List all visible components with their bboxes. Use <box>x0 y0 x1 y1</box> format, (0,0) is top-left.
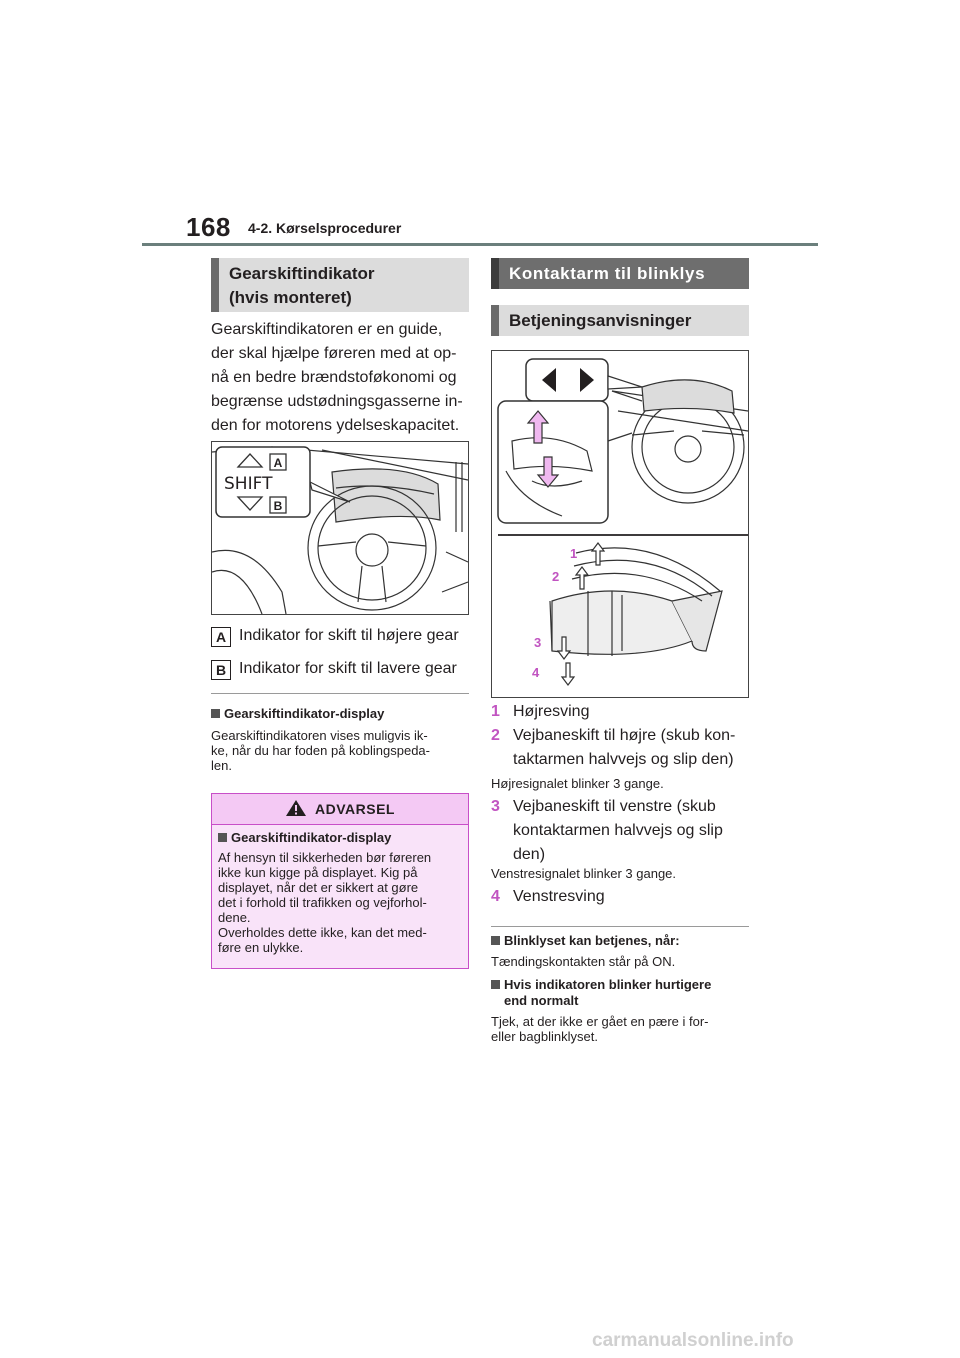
section-title-line2: (hvis monteret) <box>229 288 352 307</box>
display-line: Gearskiftindikatoren vises muligvis ik- <box>211 728 428 743</box>
intro-line: nå en bedre brændstoføkonomi og <box>211 369 457 386</box>
fast-blink-heading-line1: Hvis indikatoren blinker hurtigere <box>504 977 712 992</box>
display-paragraph <box>211 728 473 773</box>
warning-line: ikke kun kigge på displayet. Kig på <box>218 865 418 880</box>
dashboard-illustration <box>212 442 468 614</box>
warning-line: føre en ulykke. <box>218 940 304 955</box>
square-bullet-icon <box>218 833 227 842</box>
page-number: 168 <box>186 212 231 242</box>
warning-title-bar <box>212 794 468 825</box>
item-text: taktarmen halvvejs og slip den) <box>513 751 734 768</box>
figure-label-b: B <box>273 499 283 513</box>
watermark: carmanualsonline.info <box>592 1330 794 1351</box>
shift-text: SHIFT <box>224 474 273 494</box>
note-left-signal: Venstresignalet blinker 3 gange. <box>491 866 677 881</box>
fast-blink-line: eller bagblinklyset. <box>491 1029 598 1044</box>
operation-heading-text: Blinklyset kan betjenes, når: <box>504 933 680 948</box>
turn-signal-illustration <box>492 351 748 697</box>
warning-heading <box>218 830 391 846</box>
warning-line: Overholdes dette ikke, kan det med- <box>218 925 427 940</box>
figure-number-3: 3 <box>534 635 542 650</box>
item-number: 1 <box>491 703 500 720</box>
intro-line: den for motorens ydelseskapacitet. <box>211 417 460 434</box>
section-title-line1: Gearskiftindikator <box>229 264 375 283</box>
note-right-signal: Højresignalet blinker 3 gange. <box>491 776 664 791</box>
display-heading-text: Gearskiftindikator-display <box>224 706 385 721</box>
fast-blink-heading-line2: end normalt <box>504 993 579 1008</box>
turn-signal-figure <box>491 350 749 698</box>
warning-line: dene. <box>218 910 251 925</box>
square-bullet-icon <box>491 936 500 945</box>
item-text: Vejbaneskift til højre (skub kon- <box>513 727 736 744</box>
divider <box>491 926 749 927</box>
legend-item-b <box>211 657 473 681</box>
figure-number-1: 1 <box>570 546 578 561</box>
item-number: 3 <box>491 798 500 815</box>
sub-title-operation: Betjeningsanvisninger <box>491 305 749 336</box>
fast-blink-line: Tjek, at der ikke er gået en pære i for- <box>491 1014 709 1029</box>
operation-text: Tændingskontakten står på ON. <box>491 954 676 969</box>
square-bullet-icon <box>491 980 500 989</box>
badge-b: B <box>211 660 231 680</box>
warning-triangle-icon <box>285 799 307 817</box>
legend-item-a <box>211 624 473 648</box>
item-text: Højresving <box>513 703 590 720</box>
warning-box <box>211 793 469 969</box>
badge-a: A <box>211 627 231 647</box>
warning-paragraph <box>218 850 464 955</box>
intro-paragraph <box>211 318 473 438</box>
warning-line: displayet, når det er sikkert at gøre <box>218 880 419 895</box>
divider <box>211 693 469 694</box>
item-text: Venstresving <box>513 888 605 905</box>
item-text: kontaktarmen halvvejs og slip <box>513 822 723 839</box>
warning-line: det i forhold til trafikken og vejforhol- <box>218 895 427 910</box>
intro-line: Gearskiftindikatoren er en guide, <box>211 321 443 338</box>
item-text: den) <box>513 846 546 863</box>
item-text: Vejbaneskift til venstre (skub <box>513 798 716 815</box>
legend-text-a: Indikator for skift til højere gear <box>239 627 459 644</box>
warning-line: Af hensyn til sikkerheden bør føreren <box>218 850 432 865</box>
display-line: ke, når du har foden på koblingspeda- <box>211 743 430 758</box>
legend-text-b: Indikator for skift til lavere gear <box>239 660 457 677</box>
section-title-turn-signal: Kontaktarm til blinklys <box>491 258 749 289</box>
list-item-4 <box>491 885 753 909</box>
list-item-1 <box>491 700 753 724</box>
operation-heading <box>491 933 753 949</box>
section-title-gear-indicator <box>211 258 469 312</box>
fast-blink-heading <box>491 977 753 1009</box>
figure-label-a: A <box>273 456 283 470</box>
intro-line: der skal hjælpe føreren med at op- <box>211 345 457 362</box>
chapter-title: 4-2. Kørselsprocedurer <box>248 220 402 236</box>
fast-blink-paragraph <box>491 1014 753 1044</box>
figure-number-4: 4 <box>532 665 540 680</box>
item-number: 2 <box>491 727 500 744</box>
warning-heading-text: Gearskiftindikator-display <box>231 830 392 845</box>
list-item-2 <box>491 724 753 772</box>
square-bullet-icon <box>211 709 220 718</box>
intro-line: begrænse udstødningsgasserne in- <box>211 393 463 410</box>
figure-number-2: 2 <box>552 569 560 584</box>
shift-indicator-figure <box>211 441 469 615</box>
display-line: len. <box>211 758 232 773</box>
item-number: 4 <box>491 888 500 905</box>
warning-title: ADVARSEL <box>315 801 395 817</box>
display-heading <box>211 706 473 722</box>
header-rule <box>142 243 818 246</box>
list-item-3 <box>491 795 753 867</box>
